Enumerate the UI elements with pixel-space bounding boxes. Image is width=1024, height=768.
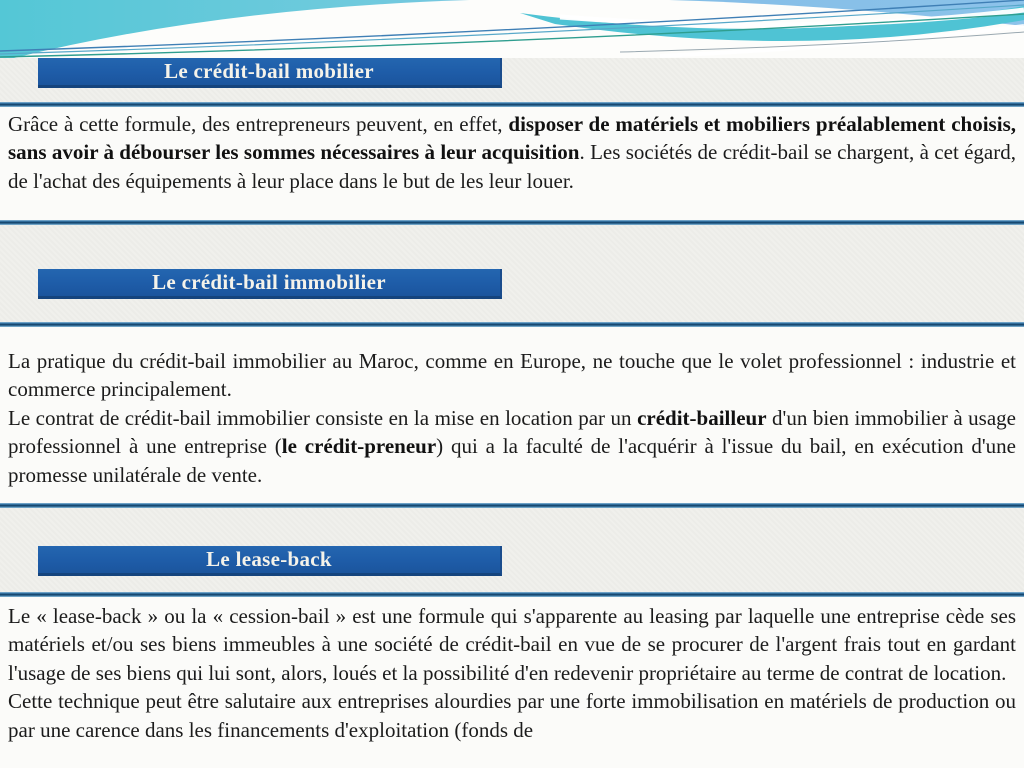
wave-decoration-graphic <box>0 0 1024 58</box>
section-title-credit-bail-mobilier <box>38 58 502 88</box>
horizontal-rule <box>0 503 1024 508</box>
section-title-credit-bail-immobilier <box>38 269 502 299</box>
paragraph-text: Grâce à cette formule, des entrepreneurs peuvent, en effet, disposer de matériels et mobiliers préalablement choisis, sans avoir à débourser les sommes nécessaires à leur acquisition. Les sociétés de crédit-bail se chargent, à cet égard, de l'achat des équipements à leur place dans le but de les leur louer. <box>8 112 1016 193</box>
paragraph-lease-back <box>0 597 1024 768</box>
paragraph-credit-bail-immobilier <box>0 327 1024 503</box>
section-title-lease-back <box>38 546 502 576</box>
section-title-label: Le crédit-bail mobilier <box>164 59 374 83</box>
horizontal-rule <box>0 220 1024 225</box>
paragraph-text: Cette technique peut être salutaire aux entreprises alourdies par une forte immobilisation en matériels de production ou par une carence dans les financements d'exploitation (fonds de <box>8 689 1016 742</box>
section-title-label: Le crédit-bail immobilier <box>152 270 386 294</box>
paragraph-text: La pratique du crédit-bail immobilier au Maroc, comme en Europe, ne touche que le volet professionnel : industrie et commerce principalement. <box>8 349 1016 402</box>
paragraph-text: Le contrat de crédit-bail immobilier consiste en la mise en location par un crédit-bailleur d'un bien immobilier à usage professionnel à une entreprise (le crédit-preneur) qui a la faculté de l'acquérir à l'issue du bail, en exécution d'une promesse unilatérale de vente. <box>8 405 1017 487</box>
paragraph-text: Le « lease-back » ou la « cession-bail » est une formule qui s'apparente au leasing par laquelle une entreprise cède ses matériels et/ou ses biens immeubles à une société de crédit-bail en vue de se procurer de l'argent frais tout en gardant l'usage de ses biens qui lui sont, alors, loués et la possibilité d'en redevenir propriétaire au terme de contrat de location. <box>8 604 1016 685</box>
wave-decoration <box>0 0 1024 58</box>
section-title-label: Le lease-back <box>206 547 332 571</box>
paragraph-credit-bail-mobilier <box>0 107 1024 220</box>
